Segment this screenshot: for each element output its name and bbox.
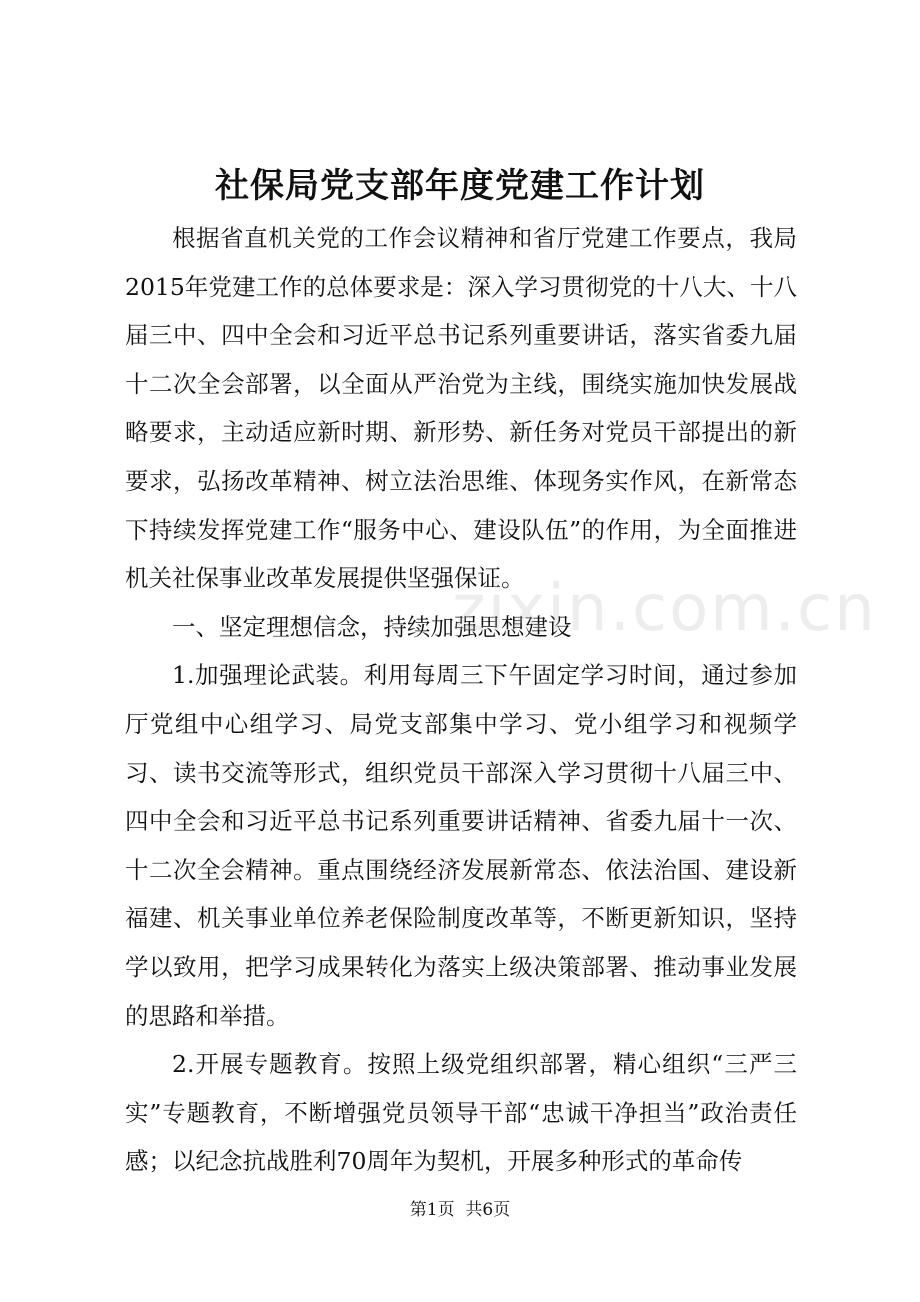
- document-body: [125, 214, 797, 1186]
- paragraph-item-1: 1.加强理论武装。利用每周三下午固定学习时间，通过参加厅党组中心组学习、局党支部集中学习、党小组学习和视频学习、读书交流等形式，组织党员干部深入学习贯彻十八届三中、四中全会和习近平总书记系列重要讲话精神、省委九届十一次、十二次全会精神。重点围绕经济发展新常态、依法治国、建设新福建、机关事业单位养老保险制度改革等，不断更新知识，坚持学以致用，把学习成果转化为落实上级决策部署、推动事业发展的思路和举措。: [125, 661, 797, 1030]
- page-total: 共6页: [465, 1200, 511, 1220]
- document-title: 社保局党支部年度党建工作计划: [215, 166, 705, 206]
- paragraph-item-2: 2.开展专题教育。按照上级党组织部署，精心组织“三严三实”专题教育，不断增强党员领导干部“忠诚干净担当”政治责任感；以纪念抗战胜利70周年为契机，开展多种形式的革命传: [125, 1050, 797, 1176]
- page-number: 第1页: [409, 1200, 455, 1220]
- site-watermark: zixin.com.cn: [452, 572, 877, 646]
- page-footer: [0, 1198, 920, 1222]
- section-heading-1: 一、坚定理想信念，持续加强思想建设: [172, 612, 572, 641]
- paragraph-intro: 根据省直机关党的工作会议精神和省厅党建工作要点，我局2015年党建工作的总体要求是：深入学习贯彻党的十八大、十八届三中、四中全会和习近平总书记系列重要讲话，落实省委九届十二次全会部署，以全面从严治党为主线，围绕实施加快发展战略要求，主动适应新时期、新形势、新任务对党员干部提出的新要求，弘扬改革精神、树立法治思维、体现务实作风，在新常态下持续发挥党建工作“服务中心、建设队伍”的作用，为全面推进机关社保事业改革发展提供坚强保证。: [125, 224, 797, 593]
